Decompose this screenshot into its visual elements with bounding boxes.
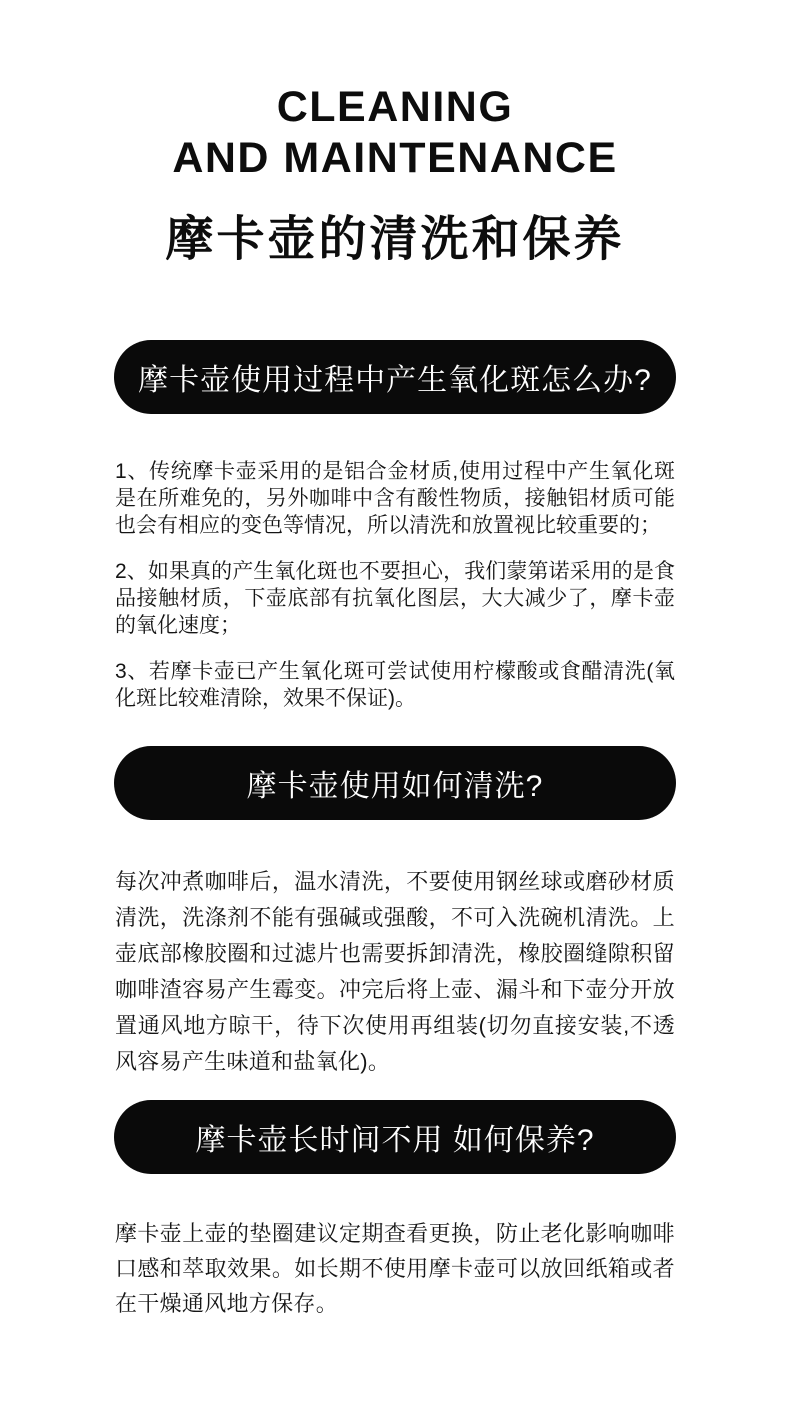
page-title-english-line2: AND MAINTENANCE (172, 134, 618, 182)
section-long-term-storage (0, 1100, 790, 1321)
section-body (115, 1216, 675, 1321)
paragraph: 每次冲煮咖啡后，温水清洗，不要使用钢丝球或磨砂材质清洗，洗涤剂不能有强碱或强酸，不可入洗碗机清洗。上壶底部橡胶圈和过滤片也需要拆卸清洗，橡胶圈缝隙积留咖啡渣容易产生霉变。冲完后将上壶、漏斗和下壶分开放置通风地方晾干，待下次使用再组装(切勿直接安装,不透风容易产生味道和盐氧化)。 (115, 869, 675, 1074)
section-heading-pill (114, 340, 676, 414)
section-how-to-clean (0, 746, 790, 1080)
section-oxidation-spots (0, 340, 790, 712)
page-title-english (0, 0, 790, 184)
paragraph: 摩卡壶上壶的垫圈建议定期查看更换，防止老化影响咖啡口感和萃取效果。如长期不使用摩卡壶可以放回纸箱或者在干燥通风地方保存。 (115, 1221, 675, 1316)
paragraph: 1、传统摩卡壶采用的是铝合金材质,使用过程中产生氧化斑是在所难免的，另外咖啡中含有酸性物质，接触铝材质可能也会有相应的变色等情况，所以清洗和放置视比较重要的； (115, 460, 675, 537)
section-heading-label: 摩卡壶长时间不用 如何保养? (195, 1124, 595, 1157)
section-body (115, 864, 675, 1080)
section-heading-label: 摩卡壶使用如何清洗? (246, 770, 544, 803)
paragraph: 3、若摩卡壶已产生氧化斑可尝试使用柠檬酸或食醋清洗(氧化斑比较难清除，效果不保证)。 (115, 660, 675, 710)
page-title-chinese: 摩卡壶的清洗和保养 (165, 213, 625, 266)
section-heading-pill (114, 1100, 676, 1174)
section-body (115, 458, 675, 712)
page-title-english-line1: CLEANING (276, 83, 514, 131)
paragraph: 2、如果真的产生氧化斑也不要担心，我们蒙第诺采用的是食品接触材质，下壶底部有抗氧化图层，大大减少了，摩卡壶的氧化速度； (115, 560, 675, 637)
section-heading-pill (114, 746, 676, 820)
section-heading-label: 摩卡壶使用过程中产生氧化斑怎么办? (138, 364, 652, 397)
